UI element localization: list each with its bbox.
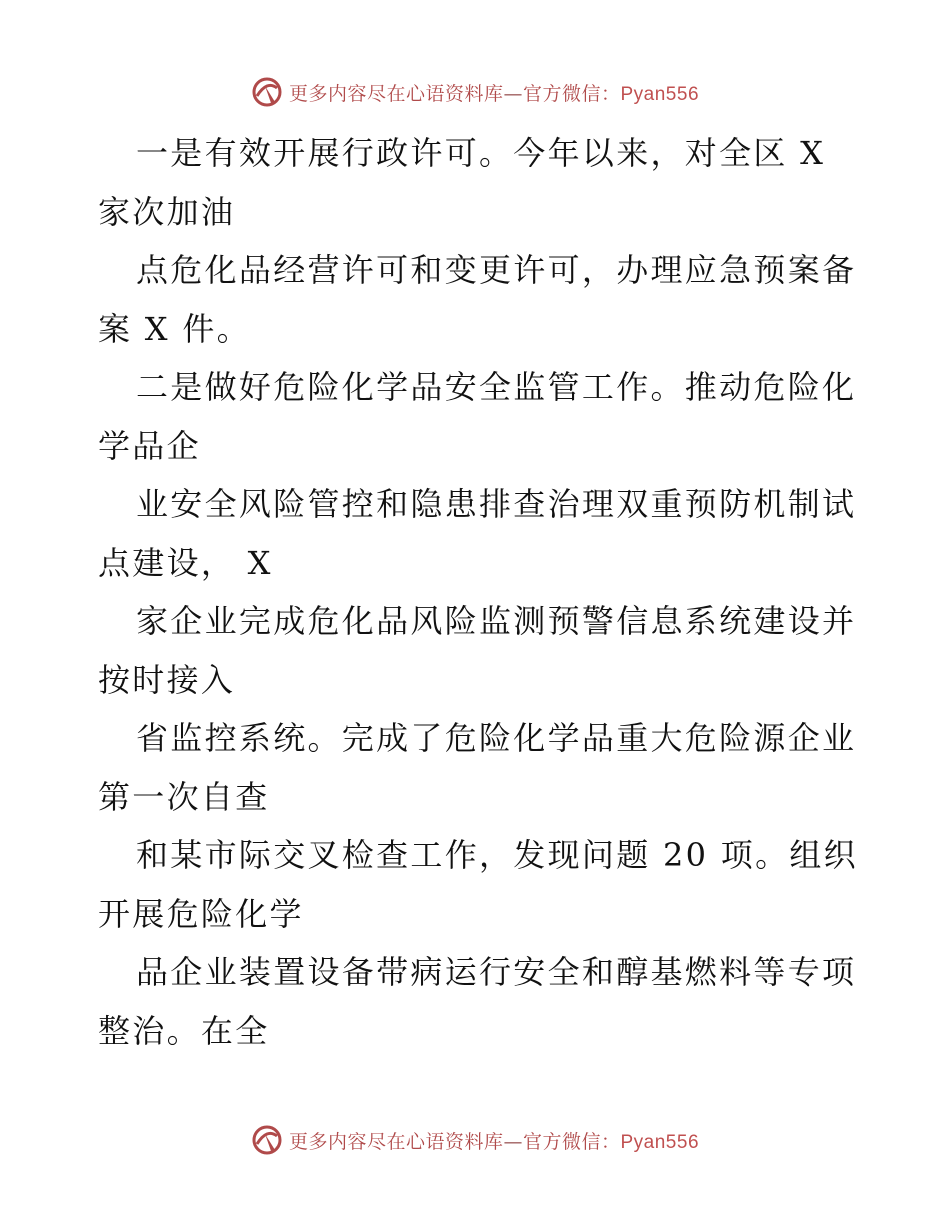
document-body [98,124,858,1060]
text-line-9: 家企业完成危化品风险监测预警信息系统建设并 [136,602,857,640]
text-line-5: 二是做好危险化学品安全监管工作。推动危险化 [136,368,857,406]
banner-wechat-label: 官方微信： [522,82,621,105]
text-line-3: 点危化品经营许可和变更许可，办理应急预案备 [136,251,857,289]
text-line-8: 点建设， X [98,543,273,582]
banner-separator: — [503,1130,523,1153]
pen-swirl-logo-icon [251,1124,283,1156]
text-line-7: 业安全风险管控和隐患排查治理双重预防机制试 [136,485,857,523]
text-line-13: 和某市际交叉检查工作，发现问题 20 项。组织 [136,836,858,874]
text-line-4: 案 X 件。 [98,309,251,348]
banner-site-text: 更多内容尽在心语资料库 [288,82,504,105]
banner-wechat-id: Pyan556 [620,83,700,105]
text-line-14: 开展危险化学 [98,894,304,933]
banner-text [289,1127,699,1154]
text-line-16: 整治。在全 [98,1011,270,1050]
banner-text [289,79,699,106]
text-line-6: 学品企 [98,426,201,465]
banner-wechat-id: Pyan556 [620,1131,700,1153]
text-line-11: 省监控系统。完成了危险化学品重大危险源企业 [136,719,857,757]
banner-separator: — [503,82,523,105]
banner-site-text: 更多内容尽在心语资料库 [288,1130,504,1153]
header-banner [0,72,950,112]
text-line-2: 家次加油 [98,192,236,231]
text-line-1: 一是有效开展行政许可。今年以来，对全区 X [136,134,826,172]
banner-wechat-label: 官方微信： [522,1130,621,1153]
footer-banner [0,1120,950,1160]
text-line-10: 按时接入 [98,660,236,699]
text-line-15: 品企业装置设备带病运行安全和醇基燃料等专项 [136,953,857,991]
pen-swirl-logo-icon [251,76,283,108]
text-line-12: 第一次自查 [98,777,270,816]
